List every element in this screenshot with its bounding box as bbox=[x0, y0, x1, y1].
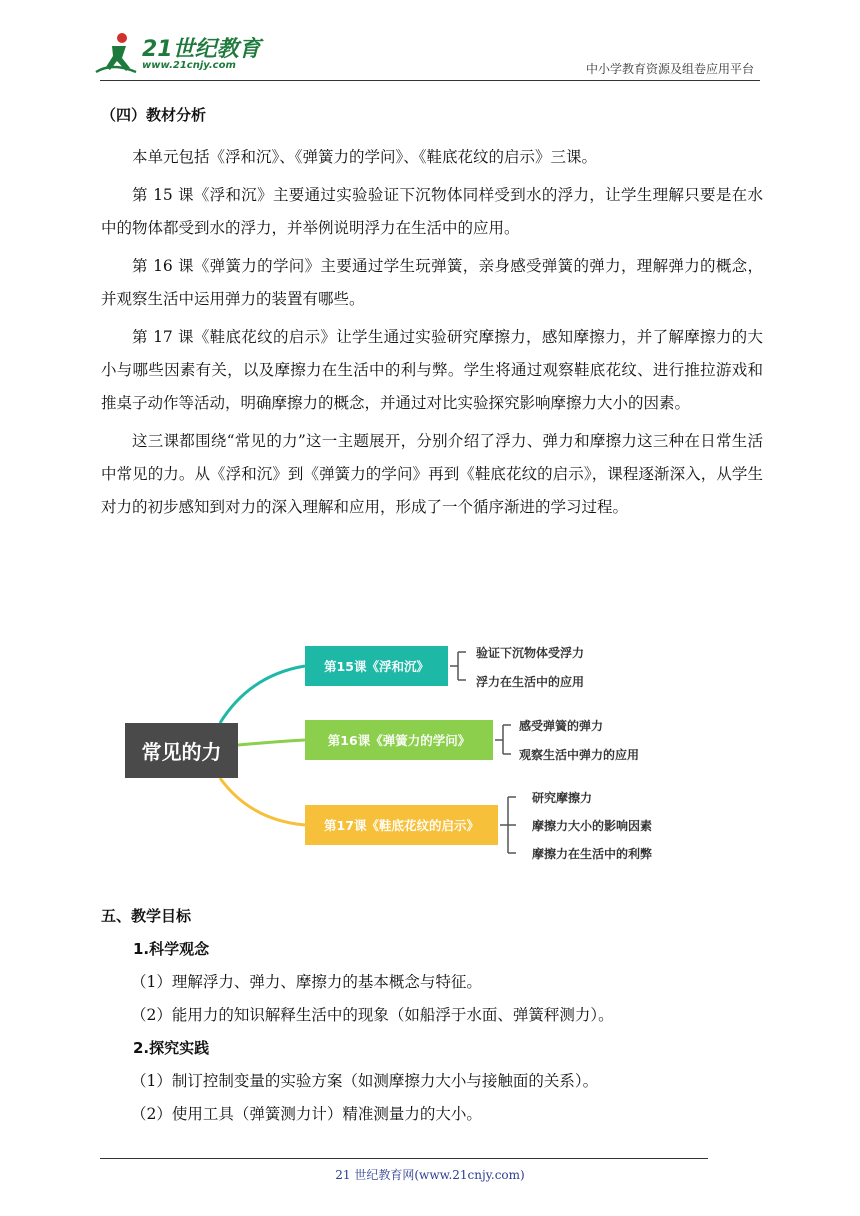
section-title: 五、教学目标 bbox=[101, 907, 192, 925]
objective-item: （2）使用工具（弹簧测力计）精准测量力的大小。 bbox=[131, 1105, 482, 1123]
objective-item: （1）理解浮力、弹力、摩擦力的基本概念与特征。 bbox=[131, 973, 482, 991]
header-divider bbox=[100, 80, 760, 81]
section-teaching-material-analysis bbox=[101, 100, 763, 524]
paragraph: 这三课都围绕“常见的力”这一主题展开，分别介绍了浮力、弹力和摩擦力这三种在日常生活中常见的力。从《浮和沉》到《弹簧力的学问》再到《鞋底花纹的启示》，课程逐渐深入，从学生对力的初步感知到对力的深入理解和应用，形成了一个循序渐进的学习过程。 bbox=[101, 432, 763, 516]
objective-item: （1）制订控制变量的实验方案（如测摩擦力大小与接触面的关系）。 bbox=[131, 1072, 599, 1090]
logo-brand-text: 21世纪教育 bbox=[142, 37, 261, 62]
site-logo[interactable] bbox=[92, 30, 262, 80]
footer-link[interactable]: 21 世纪教育网(www.21cnjy.com) bbox=[335, 1168, 525, 1182]
paragraph: 第 15 课《浮和沉》主要通过实验验证下沉物体同样受到水的浮力，让学生理解只要是在水中的物体都受到水的浮力，并举例说明浮力在生活中的应用。 bbox=[101, 186, 763, 237]
mind-map-branch-lesson-17: 第17课《鞋底花纹的启示》 bbox=[305, 805, 498, 845]
mind-map-leaf: 研究摩擦力 bbox=[532, 791, 593, 805]
page-header bbox=[0, 0, 860, 90]
mind-map-leaf: 摩擦力大小的影响因素 bbox=[532, 819, 653, 833]
objective-group-heading: 1.科学观念 bbox=[133, 940, 210, 958]
mind-map-leaf: 浮力在生活中的应用 bbox=[476, 675, 585, 689]
mind-map-root: 常见的力 bbox=[125, 723, 238, 778]
objective-group-heading: 2.探究实践 bbox=[133, 1039, 210, 1057]
logo-url-text: www.21cnjy.com bbox=[142, 60, 236, 71]
mind-map-leaf: 观察生活中弹力的应用 bbox=[519, 748, 640, 762]
paragraph: 第 17 课《鞋底花纹的启示》让学生通过实验研究摩擦力，感知摩擦力，并了解摩擦力的大小与哪些因素有关，以及摩擦力在生活中的利与弊。学生将通过观察鞋底花纹、进行推拉游戏和推桌子动作等活动，明确摩擦力的概念，并通过对比实验探究影响摩擦力大小的因素。 bbox=[101, 328, 763, 412]
runner-icon bbox=[92, 32, 140, 76]
mind-map-common-forces bbox=[100, 630, 720, 880]
footer-divider bbox=[100, 1158, 708, 1159]
objective-item: （2）能用力的知识解释生活中的现象（如船浮于水面、弹簧秤测力）。 bbox=[131, 1006, 614, 1024]
mind-map-branch-lesson-16: 第16课《弹簧力的学问》 bbox=[305, 720, 493, 760]
paragraph: 本单元包括《浮和沉》、《弹簧力的学问》、《鞋底花纹的启示》三课。 bbox=[132, 148, 598, 166]
mind-map-leaf: 感受弹簧的弹力 bbox=[519, 719, 604, 733]
section-teaching-objectives bbox=[101, 900, 763, 1131]
mind-map-branch-lesson-15: 第15课《浮和沉》 bbox=[305, 646, 448, 686]
paragraph: 第 16 课《弹簧力的学问》主要通过学生玩弹簧，亲身感受弹簧的弹力，理解弹力的概念，并观察生活中运用弹力的装置有哪些。 bbox=[101, 257, 763, 308]
section-title: （四）教材分析 bbox=[101, 106, 207, 124]
mind-map-leaf: 摩擦力在生活中的利弊 bbox=[532, 847, 653, 861]
header-platform-title: 中小学教育资源及组卷应用平台 bbox=[585, 62, 754, 76]
mind-map-leaf: 验证下沉物体受浮力 bbox=[476, 646, 585, 660]
